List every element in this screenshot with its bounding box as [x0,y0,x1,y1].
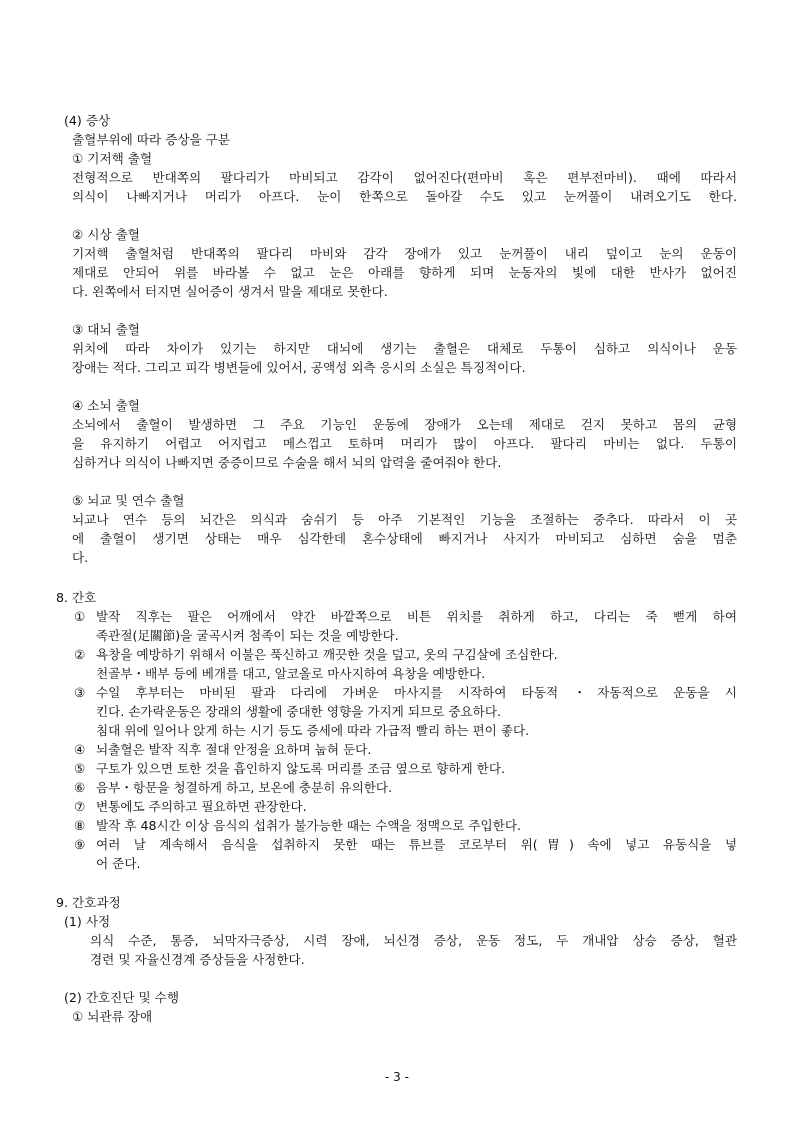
list-number: ④ [74,742,86,757]
list-item-line: 변통에도 주의하고 필요하면 관장한다. [96,799,307,814]
page-number: - 3 - [385,1070,409,1084]
list-item-line: 발작 후 48시간 이상 음식의 섭취가 불가능한 때는 수액을 정맥으로 주입한다. [96,818,522,833]
list-number: ⑧ [74,818,86,833]
paragraph-line: 경련 및 자율신경계 증상들을 사정한다. [90,952,305,967]
paragraph-line: 뇌교나 연수 등의 뇌간은 의식과 숨쉬기 등 아주 기본적인 기능을 조절하는 중추다. 따라서 이 곳 [72,512,737,527]
subsection-diagnosis-heading: (2) 간호진단 및 수행 [64,990,180,1005]
paragraph-line: 장애는 적다. 그리고 피각 병변들에 있어서, 공액성 외측 응시의 소실은 특징적이다. [72,360,526,375]
symptom-title-cerebrum: ③ 대뇌 출혈 [72,322,140,337]
section-4-intro: 출혈부위에 따라 증상을 구분 [72,132,230,147]
section-9-heading: 9. 간호과정 [56,895,121,910]
list-item-line: 뇌출혈은 발작 직후 절대 안정을 요하며 눕혀 둔다. [96,742,372,757]
list-item-line: 발작 직후는 팔은 어깨에서 약간 바깥쪽으로 비튼 위치를 취하게 하고, 다리는 죽 뻗게 하여 [96,609,737,624]
paragraph-line: 에 출혈이 생기면 상태는 매우 심각한데 혼수상태에 빠지거나 사지가 마비되고 심하면 숨을 멈춘 [72,531,737,546]
list-number: ② [74,647,86,662]
list-item-line: 천골부・배부 등에 베개를 대고, 알코올로 마사지하여 욕창을 예방한다. [96,666,486,681]
paragraph-line: 위치에 따라 차이가 있기는 하지만 대뇌에 생기는 출혈은 대체로 두통이 심하고 의식이나 운동 [72,341,737,356]
symptom-title-basal-ganglia: ① 기저핵 출혈 [72,151,153,166]
list-number: ① [74,609,86,624]
paragraph-line: 소뇌에서 출혈이 발생하면 그 주요 기능인 운동에 장애가 오는데 제대로 걷지 못하고 몸의 균형 [72,417,737,432]
list-number: ⑨ [74,837,86,852]
list-item-line: 음부・항문을 청결하게 하고, 보온에 충분히 유의한다. [96,780,393,795]
list-number: ⑤ [74,761,86,776]
subsection-assessment-heading: (1) 사정 [64,914,111,929]
list-number: ⑦ [74,799,86,814]
paragraph-line: 다. 왼쪽에서 터지면 실어증이 생겨서 말을 제대로 못한다. [72,284,388,299]
section-4-heading: (4) 증상 [64,113,111,128]
list-item-line: 욕창을 예방하기 위해서 이불은 푹신하고 깨끗한 것을 덮고, 옷의 구김살에 조심한다. [96,647,558,662]
paragraph-line: 제대로 안되어 위를 바라볼 수 없고 눈은 아래를 향하게 되며 눈동자의 빛에 대한 반사가 없어진 [72,265,737,280]
symptom-title-thalamus: ② 시상 출혈 [72,227,140,242]
list-item-line: 수일 후부터는 마비된 팔과 다리에 가벼운 마사지를 시작하여 타동적 ・자동적으로 운동을 시 [96,685,737,700]
list-item-line: 족관절(足關節)을 굴곡시켜 첨족이 되는 것을 예방한다. [96,628,399,643]
paragraph-line: 전형적으로 반대쪽의 팔다리가 마비되고 감각이 없어진다(편마비 혹은 편부전마비). 때에 따라서 [72,170,737,185]
paragraph-line: 심하거나 의식이 나빠지면 중증이므로 수술을 해서 뇌의 압력을 줄여줘야 한다. [72,455,502,470]
list-number: ⑥ [74,780,86,795]
section-8-heading: 8. 간호 [56,590,97,605]
list-item-line: 구토가 있으면 토한 것을 흡인하지 않도록 머리를 조금 옆으로 향하게 한다. [96,761,506,776]
paragraph-line: 을 유지하기 어렵고 어지럽고 메스껍고 토하며 머리가 많이 아프다. 팔다리 마비는 없다. 두통이 [72,436,737,451]
paragraph-line: 기저핵 출혈처럼 반대쪽의 팔다리 마비와 감각 장애가 있고 눈꺼풀이 내리 덮이고 눈의 운동이 [72,246,737,261]
list-item-line: 어 준다. [96,856,141,871]
symptom-title-pons-medulla: ⑤ 뇌교 및 연수 출혈 [72,493,185,508]
paragraph-line: 의식이 나빠지거나 머리가 아프다. 눈이 한쪽으로 돌아갈 수도 있고 눈꺼풀이 내려오기도 한다. [72,189,737,204]
paragraph-line: 의식 수준, 통증, 뇌막자극증상, 시력 장애, 뇌신경 증상, 운동 정도, 두 개내압 상승 증상, 혈관 [90,933,737,948]
paragraph-line: 다. [72,550,89,565]
list-item-line: 침대 위에 일어나 앉게 하는 시기 등도 증세에 따라 가급적 빨리 하는 편이 좋다. [96,723,530,738]
symptom-title-cerebellum: ④ 소뇌 출혈 [72,398,140,413]
list-item-line: 킨다. 손가락운동은 장래의 생활에 중대한 영향을 가지게 되므로 중요하다. [96,704,501,719]
list-item-line: 여러 날 계속해서 음식을 섭취하지 못한 때는 튜브를 코로부터 위(胃) 속에 넣고 유동식을 넣 [96,837,737,852]
diagnosis-item: ① 뇌관류 장애 [72,1009,153,1024]
list-number: ③ [74,685,86,700]
